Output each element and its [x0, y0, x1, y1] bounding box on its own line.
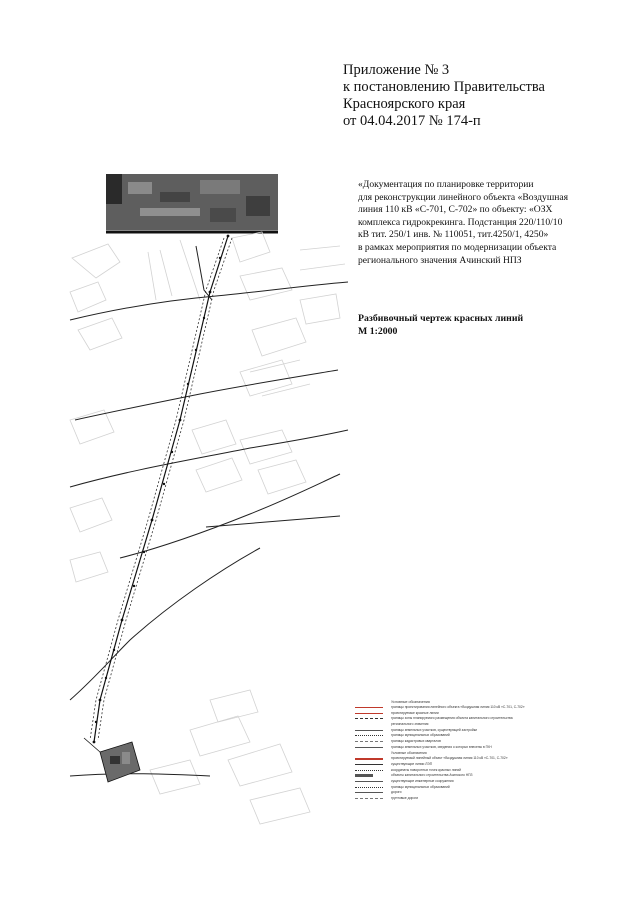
refinery-site-block — [106, 174, 278, 232]
sheet-title-text: Разбивочный чертеж красных линий — [358, 313, 524, 324]
legend-symbol-icon — [355, 781, 383, 782]
appendix-decree-line: к постановлению Правительства — [343, 79, 545, 95]
legend-symbol-icon — [355, 730, 383, 731]
legend-label: существующие инженерные сооружения — [391, 778, 454, 783]
legend-label: границы проектирования линейного объекта «Воздушная линия 110 кВ «С-701, С-702» — [391, 705, 525, 709]
legend-symbol-icon — [355, 774, 373, 777]
legend-label: грунтовые дороги — [391, 796, 419, 800]
legend-label: границы зоны планируемого размещения объекта капитального строительства — [391, 716, 513, 721]
doc-line: в рамках мероприятия по модернизации объекта — [358, 241, 557, 253]
legend-label: проектируемый линейный объект «Воздушная линия 110 кВ «С-701, С-702» — [391, 756, 508, 761]
appendix-number: Приложение № 3 — [343, 62, 450, 78]
legend-symbol-icon — [355, 735, 383, 736]
legend-symbol-icon — [355, 764, 383, 765]
legend-symbol-icon — [355, 758, 383, 760]
legend-label: координаты поворотных точек красных линий — [391, 767, 461, 772]
legend-label: границы земельных участков, существующей застройки — [391, 727, 477, 732]
legend-title: Условные обозначения — [391, 700, 430, 704]
legend-label: границы кадастровых кварталов — [391, 739, 441, 744]
substation-block — [84, 738, 140, 782]
legend-symbol-icon — [355, 787, 383, 788]
legend-symbol-icon — [355, 747, 383, 748]
doc-line: для реконструкции линейного объекта «Воздушная — [358, 191, 569, 203]
legend-symbol-icon — [355, 798, 383, 799]
sheet-scale: М 1:2000 — [358, 325, 398, 337]
appendix-region: Красноярского края — [343, 96, 466, 112]
legend-symbol-icon — [355, 770, 383, 771]
legend-symbol-icon — [355, 741, 383, 742]
legend-symbol-icon — [355, 792, 383, 793]
doc-line: регионального значения Ачинский НПЗ — [358, 254, 522, 266]
map-legend — [355, 700, 565, 802]
transmission-line-corridor — [90, 236, 232, 742]
legend-symbol-icon — [355, 707, 383, 708]
legend-item — [355, 796, 565, 802]
roads — [70, 246, 348, 776]
legend-label: регионального значения — [391, 722, 429, 727]
doc-line: кВ тит. 250/1 инв. № 110051, тит.4250/1, 4250» — [358, 229, 549, 241]
legend-label: границы муниципальных образований — [391, 784, 450, 789]
appendix-date: от 04.04.2017 № 174-п — [343, 113, 481, 129]
legend-label: объекты капитального строительства Ачинского НПЗ — [391, 773, 473, 778]
legend-label: существующие линии ЛЭП — [391, 761, 433, 766]
doc-line: комплекса гидрокрекинга. Подстанция 220/110/10 — [358, 216, 563, 228]
legend-label: границы муниципальных образований — [391, 733, 450, 738]
legend-label: проектируемые красные линии — [391, 710, 439, 715]
legend-symbol-icon — [355, 718, 383, 719]
doc-line: линия 110 кВ «С-701, С-702» по объекту: «ОЗХ — [358, 204, 553, 216]
legend-symbol-icon — [355, 713, 383, 714]
doc-line: «Документация по планировке территории — [358, 179, 534, 190]
background-parcels — [70, 232, 345, 824]
legend-label: границы земельных участков, сведения о которых внесены в ГКН — [391, 744, 492, 749]
legend-label: дороги — [391, 790, 402, 795]
legend-label: Условные обозначения — [391, 750, 427, 755]
